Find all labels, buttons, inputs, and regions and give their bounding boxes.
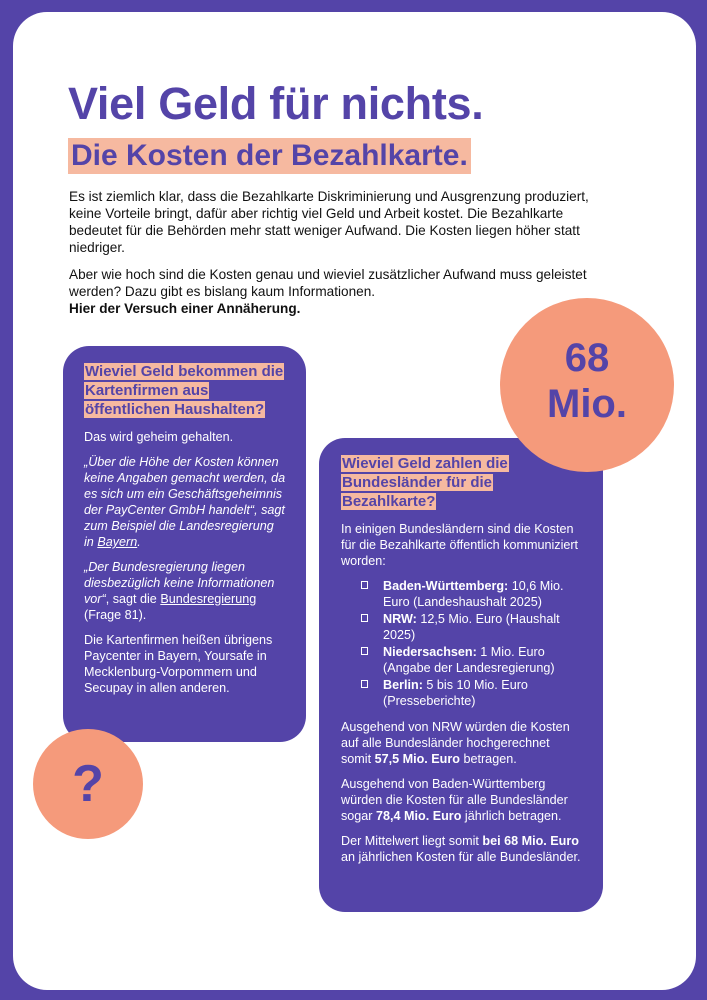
state-cost: 1 Mio. Euro (Angabe der Landesregierung) bbox=[383, 645, 555, 675]
quote-bavaria-end: . bbox=[137, 535, 141, 549]
card-companies-names: Die Kartenfirmen heißen übrigens Paycenter in Bayern, Yoursafe in Mecklenburg-Vorpommern und Secupay in allen anderen. bbox=[84, 633, 273, 695]
state-name: Berlin: bbox=[383, 678, 423, 692]
intro-paragraph-2 bbox=[69, 266, 609, 317]
card-states-average bbox=[341, 833, 583, 865]
state-cost: 10,6 Mio. Euro (Landeshaushalt 2025) bbox=[383, 579, 564, 609]
nrw-projection-end: betragen. bbox=[463, 752, 517, 766]
page-subtitle: Die Kosten der Bezahlkarte. bbox=[68, 138, 471, 174]
card-state-costs bbox=[319, 438, 603, 912]
cost-badge-number: 68 bbox=[564, 336, 610, 380]
quote-bavaria-text: „Über die Höhe der Kosten können keine Angaben gemacht werden, da es sich um ein Geschäftsgeheimnis der PayCenter GmbH handelt“, sagt zum Beispiel die Landesregierung in bbox=[84, 455, 286, 549]
quote-federal-mid: , sagt die bbox=[105, 592, 157, 606]
bw-projection-amount: 78,4 Mio. Euro bbox=[376, 809, 462, 823]
average-text: Der Mittelwert liegt somit bbox=[341, 834, 479, 848]
intro-emphasis: Hier der Versuch einer Annäherung. bbox=[69, 301, 301, 316]
list-item bbox=[361, 677, 583, 709]
bavaria-link[interactable]: Bayern bbox=[97, 535, 138, 549]
average-amount: bei 68 Mio. Euro bbox=[482, 834, 579, 848]
cost-badge-unit: Mio. bbox=[547, 382, 627, 426]
quote-federal-end: (Frage 81). bbox=[84, 608, 147, 622]
list-item bbox=[361, 578, 583, 610]
checkbox-icon bbox=[361, 647, 368, 655]
state-name: Baden-Württemberg: bbox=[383, 579, 509, 593]
bw-projection-text: Ausgehend von Baden-Württemberg würden die Kosten für alle Bundesländer sogar bbox=[341, 777, 568, 823]
card-states-intro: In einigen Bundesländern sind die Kosten für die Bezahlkarte öffentlich kommuniziert worden: bbox=[341, 522, 579, 568]
cost-badge bbox=[500, 298, 674, 472]
question-mark-badge: ? bbox=[33, 729, 143, 839]
checkbox-icon bbox=[361, 614, 368, 622]
nrw-projection-amount: 57,5 Mio. Euro bbox=[374, 752, 460, 766]
checkbox-icon bbox=[361, 680, 368, 688]
state-name: NRW: bbox=[383, 612, 417, 626]
page-title: Viel Geld für nichts. bbox=[68, 78, 484, 129]
federal-government-link[interactable]: Bundesregierung bbox=[160, 592, 257, 606]
card-companies-heading-text: Wieviel Geld bekommen die Kartenfirmen aus öffentlichen Haushalten? bbox=[85, 363, 284, 418]
card-companies-quote-federal bbox=[84, 559, 286, 623]
list-item bbox=[361, 611, 583, 643]
card-states-heading-text: Wieviel Geld zahlen die Bundesländer für die Bezahlkarte? bbox=[342, 455, 508, 510]
card-companies-secret: Das wird geheim gehalten. bbox=[84, 430, 234, 444]
average-end: an jährlichen Kosten für alle Bundesländer. bbox=[341, 850, 581, 864]
card-companies-quote-bavaria bbox=[84, 454, 286, 550]
intro-paragraph-2-text: Aber wie hoch sind die Kosten genau und wieviel zusätzlicher Aufwand muss geleistet werden? Dazu gibt es bislang kaum Informationen. bbox=[69, 267, 587, 299]
state-name: Niedersachsen: bbox=[383, 645, 477, 659]
state-cost: 12,5 Mio. Euro (Haushalt 2025) bbox=[383, 612, 560, 642]
quote-federal-text: „Der Bundesregierung liegen diesbezüglich keine Informationen vor“ bbox=[84, 560, 275, 606]
bw-projection-end: jährlich betragen. bbox=[464, 809, 562, 823]
intro-text bbox=[69, 188, 609, 327]
checkbox-icon bbox=[361, 581, 368, 589]
intro-paragraph-1: Es ist ziemlich klar, dass die Bezahlkarte Diskriminierung und Ausgrenzung produziert, keine Vorteile bringt, dafür aber richtig viel Geld und Arbeit kostet. Die Bezahlkarte bedeutet für die Behörden mehr statt weniger Aufwand. Die Kosten liegen höher statt niedriger. bbox=[69, 189, 589, 255]
state-cost: 5 bis 10 Mio. Euro (Presseberichte) bbox=[383, 678, 528, 708]
card-card-companies bbox=[63, 346, 306, 742]
card-states-nrw-projection bbox=[341, 719, 583, 767]
card-states-bw-projection bbox=[341, 776, 583, 824]
nrw-projection-text: Ausgehend von NRW würden die Kosten auf alle Bundesländer hochgerechnet somit bbox=[341, 720, 570, 766]
card-companies-heading bbox=[84, 362, 286, 419]
state-cost-list bbox=[341, 578, 583, 709]
list-item bbox=[361, 644, 583, 676]
